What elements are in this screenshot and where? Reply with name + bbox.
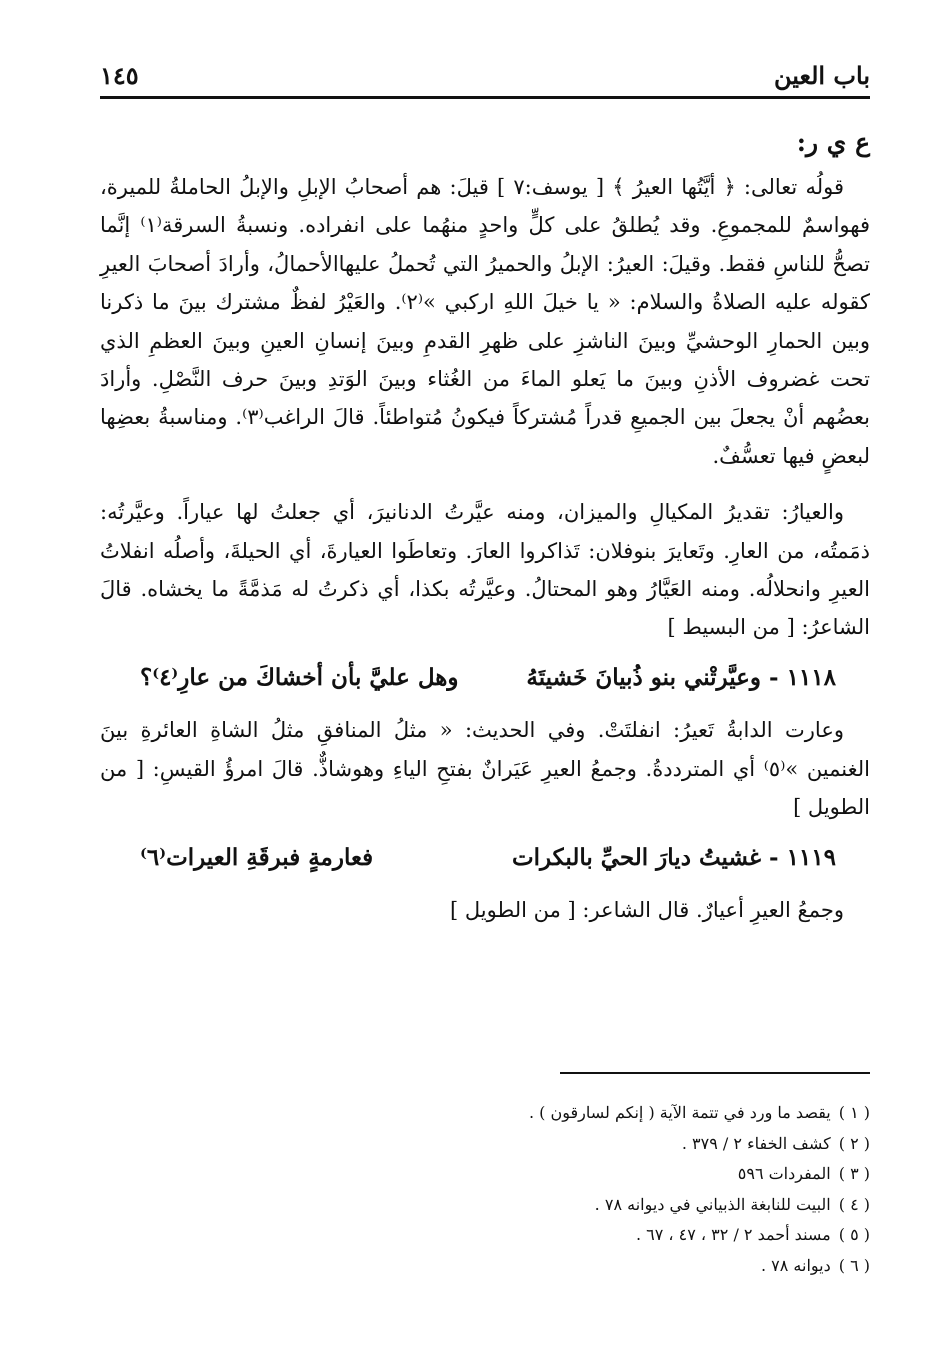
- footnote: [100, 1159, 870, 1190]
- footnotes: [100, 1098, 870, 1281]
- verse-1119-hemistich-1: ١١١٩ - غشيتُ ديارَ الحيِّ بالبكرات: [511, 843, 836, 871]
- footnote-separator: [560, 1072, 870, 1074]
- page-header: [100, 52, 870, 99]
- paragraph-1: قولُه تعالى: ﴿ أيَّتُها العيرُ ﴾ [ يوسف:٧ ] قيلَ: هم أصحابُ الإبلِ والإبلُ الحاملةُ للميرة، فهواسمٌ للمجموعِ. وقد يُطلقُ على كلٍّ واحدٍ منهُما على انفراده. ونسبةُ السرقة⁽١⁾ إنَّما تصحُّ للناسِ فقط. وقيلَ: العيرُ: الإبلُ والحميرُ التي تُحملُ عليهاالأحمالُ، وأرادَ أصحابَ العيرِ كقوله عليه الصلاةُ والسلام: « يا خيلَ اللهِ اركبي »⁽٢⁾. والعَيْرُ لفظٌ مشترك بينَ ما ذكرنا وبين الحمارِ الوحشيِّ وبينَ الناشزِ على ظهرِ القدمِ وبينَ إنسانِ العينِ وبينَ العظمِ الذي تحت غضروف الأذنِ وبينَ ما يَعلو الماءَ من الغُثاء وبينَ الوَتدِ وبينَ حرف النَّصْلِ. وأرادَ بعضُهم أنْ يجعلَ بين الجميعِ قدراً مُشتركاً فيكونُ مُتواطئاً. قالَ الراغب⁽٣⁾. ومناسبةُ بعضِها لبعضٍ فيها تعسُّفٌ.: [100, 175, 871, 468]
- footnote-text: البيت للنابغة الذبياني في ديوانه ٧٨ .: [594, 1194, 831, 1214]
- verse-1119: [100, 839, 870, 877]
- verse-1118-hemistich-1: ١١١٨ - وعيَّرتْني بنو ذُبيانَ خَشيتَهُ: [526, 663, 836, 691]
- paragraph-4: وجمعُ العيرِ أعيارٌ. قال الشاعر: [ من الطويل ]: [450, 897, 844, 922]
- footnote: [100, 1190, 870, 1221]
- footnote-number: ( ٦ ): [838, 1255, 870, 1275]
- footnote-text: المفردات ٥٩٦: [737, 1164, 831, 1183]
- entry-root: ع ي ر:: [796, 128, 870, 157]
- paragraph-3: وعارت الدابةُ تَعيرُ: انفلتَتْ. وفي الحديث: « مثلُ المنافقِ مثلُ الشاةِ العائرةِ بينَ الغنمين »⁽٥⁾ أي المترددةُ. وجمعُ العيرِ عَيَرانٌ بفتحِ الياءِ وهوشاذٌّ. قالَ امرؤُ القيسِ: [ من الطويل ]: [100, 718, 870, 820]
- verse-1119-hemistich-2: فعارمةٍ فبرقَةِ العيرات⁽٦⁾: [140, 843, 374, 871]
- footnote-text: ديوانه ٧٨ .: [760, 1255, 831, 1275]
- footnote: [100, 1251, 870, 1282]
- footnote-text: مسند أحمد ٢ / ٣٢ ، ٤٧ ، ٦٧ .: [635, 1225, 831, 1244]
- footnote-number: ( ٣ ): [838, 1164, 870, 1183]
- footnote: [100, 1129, 870, 1160]
- footnote-text: يقصد ما ورد في تتمة الآية ( إنكم لسارقون ) .: [528, 1103, 831, 1122]
- paragraph-2: والعيارُ: تقديرُ المكيالِ والميزان، ومنه عيَّرتُ الدنانيرَ، أي جعلتُ لها عياراً. وعيَّرتُه: ذمَمتُه، من العارِ. وتَعايرَ بنوفلان: تَذاكروا العارَ. وتعاطَوا العيارةَ، أي الحيلةَ، وأصلُه انفلاتُ العيرِ وانحلالُه. ومنه العَيَّارُ وهو المحتالُ. وعيَّرتُه بكذا، أي ذكرتُ له مَذمَّةً ما يخشاه. قالَ الشاعرُ: [ من البسيط ]: [100, 500, 870, 640]
- footnote-number: ( ٤ ): [838, 1194, 870, 1214]
- footnote-text: كشف الخفاء ٢ / ٣٧٩ .: [681, 1133, 831, 1153]
- footnote: [100, 1098, 870, 1129]
- main-text: [100, 168, 870, 929]
- chapter-title: باب العين: [773, 61, 870, 90]
- verse-1118-hemistich-2: وهل عليَّ بأن أخشاكَ من عارِ⁽٤⁾؟: [140, 663, 459, 691]
- footnote: [100, 1220, 870, 1251]
- footnote-number: ( ٢ ): [838, 1133, 870, 1153]
- page-number: ١٤٥: [100, 61, 139, 90]
- verse-1118: [100, 659, 870, 697]
- footnote-number: ( ٥ ): [838, 1225, 870, 1244]
- footnote-number: ( ١ ): [838, 1103, 870, 1122]
